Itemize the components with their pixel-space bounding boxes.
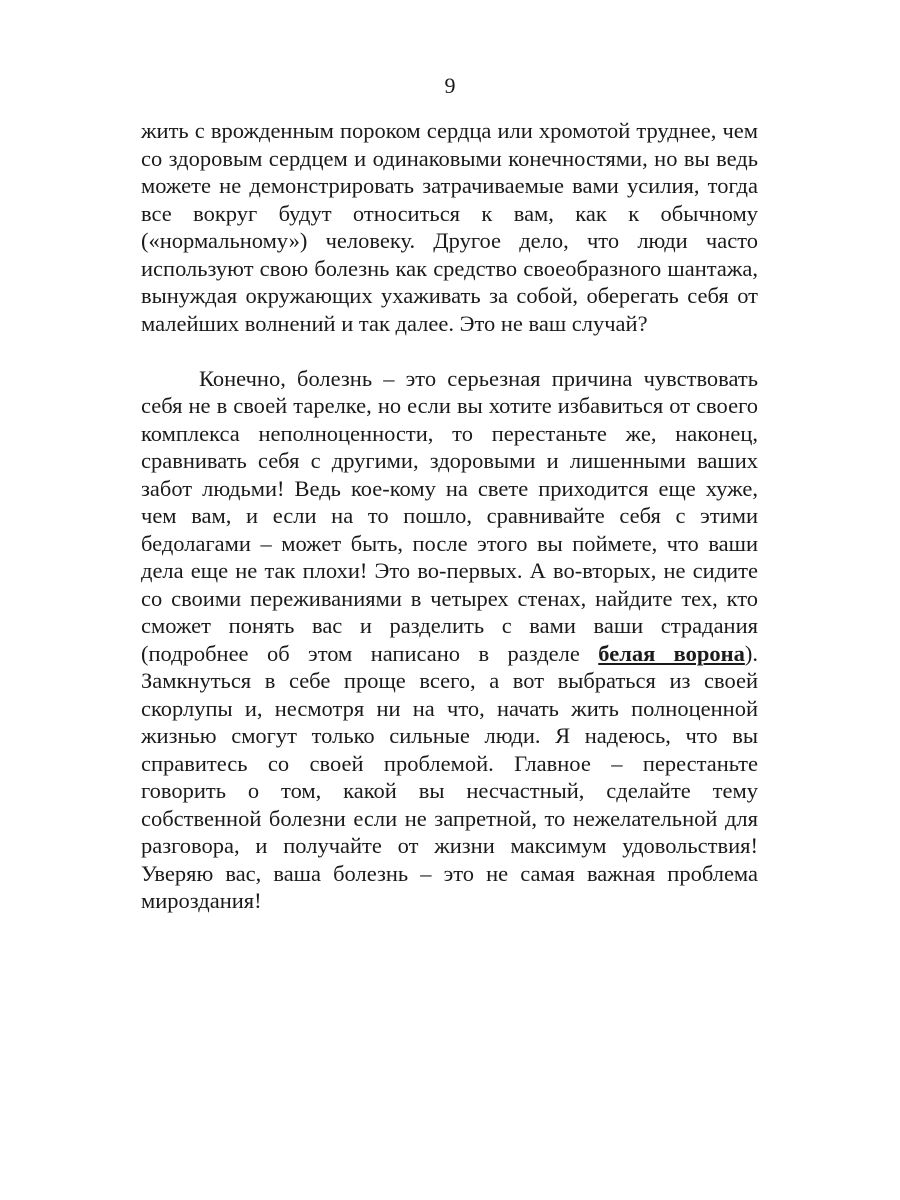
paragraph-text: ). Замкнуться в себе проще всего, а вот выбраться из своей скорлупы и, несмотря ни на что, начать жить полноценной жизнью смогут только сильные люди. Я надеюсь, что вы справитесь со своей проблемой. Главное – перестаньте говорить о том, какой вы несчастный, сделайте тему собственной болезни если не запретной, то нежелательной для разговора, и получайте от жизни максимум удовольствия! Уверяю вас, ваша болезнь – это не самая важная проблема мироздания! [141,640,758,913]
body-text [141,117,758,915]
paragraph [141,365,758,915]
paragraph-text: Конечно, болезнь – это серьезная причина чувствовать себя не в своей тарелке, но если вы хотите избавиться от своего комплекса неполноценности, то перестаньте же, наконец, сравнивать себя с другими, здоровыми и лишенными ваших забот людьми! Ведь кое-кому на свете приходится еще хуже, чем вам, и если на то пошло, сравнивайте себя с этими бедолагами – может быть, после этого вы поймете, что ваши дела еще не так плохи! Это во-первых. А во-вторых, не сидите со своими переживаниями в четырех стенах, найдите тех, кто сможет понять вас и разделить с вами ваши страдания (подробнее об этом написано в разделе [141,365,758,666]
section-link-belaya-vorona[interactable]: белая ворона [598,640,745,666]
page-number: 9 [444,73,456,98]
paragraph: жить с врожденным пороком сердца или хромотой труднее, чем со здоровым сердцем и одинаковыми конечностями, но вы ведь можете не демонстрировать затрачиваемые вами усилия, тогда все вокруг будут относиться к вам, как к обычному («нормальному») человеку. Другое дело, что люди часто используют свою болезнь как средство своеобразного шантажа, вынуждая окружающих ухаживать за собой, оберегать себя от малейших волнений и так далее. Это не ваш случай? [141,118,758,336]
